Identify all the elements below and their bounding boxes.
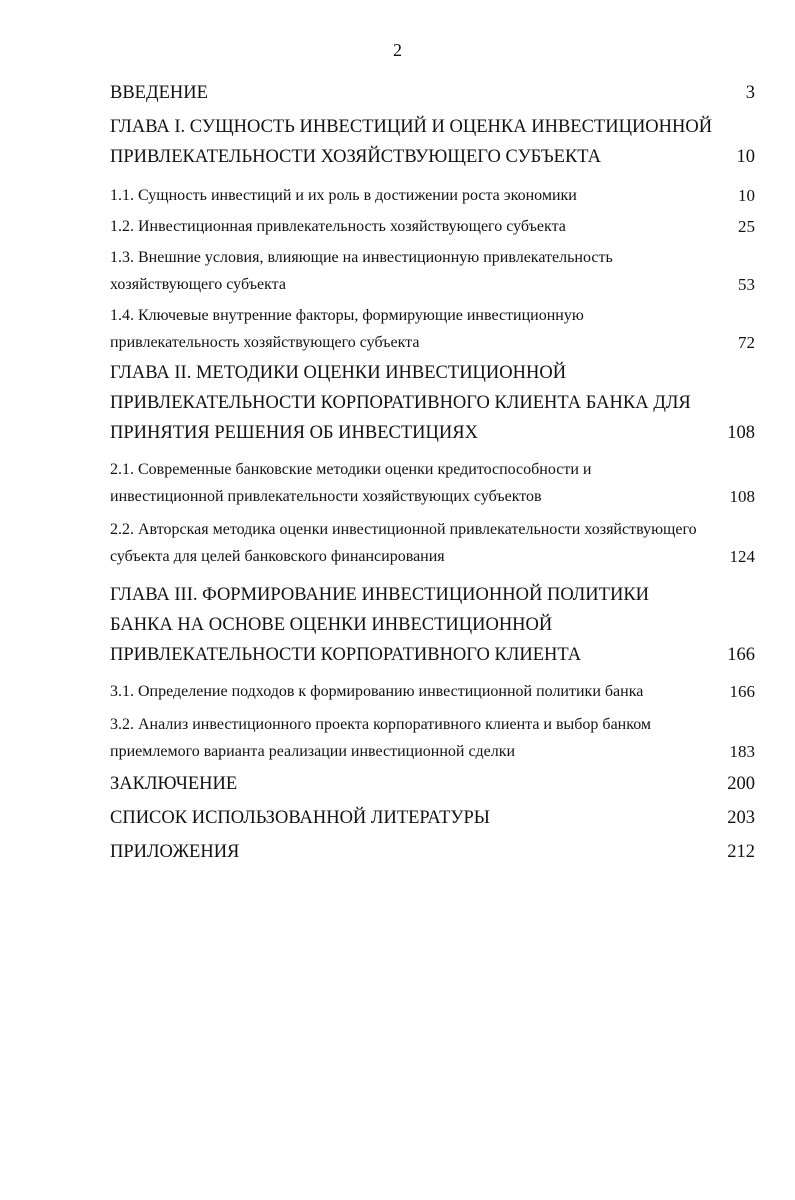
toc-entry-section-2-1[interactable] (110, 456, 755, 510)
toc-entry-page: 10 (738, 186, 755, 205)
toc-entry-section-1-3[interactable] (110, 244, 755, 298)
toc-entry-chapter-3[interactable] (110, 580, 755, 670)
toc-entry-section-1-1[interactable] (110, 182, 755, 209)
toc-entry-page: 212 (727, 842, 755, 862)
toc-entry-page: 183 (729, 742, 755, 761)
toc-entry-title: 1.3. Внешние условия, влияющие на инвестиционную привлекательность хозяйствующего субъекта (110, 249, 613, 293)
table-of-contents (110, 78, 755, 867)
toc-entry-appendices[interactable] (110, 837, 755, 867)
toc-entry-page: 3 (745, 83, 755, 103)
toc-entry-conclusion[interactable] (110, 769, 755, 799)
toc-entry-title: ПРИЛОЖЕНИЯ (110, 842, 240, 862)
toc-entry-title: 2.1. Современные банковские методики оценки кредитоспособности и инвестиционной привлекательности хозяйствующих субъектов (110, 461, 592, 505)
toc-entry-page: 53 (738, 275, 755, 294)
toc-entry-bibliography[interactable] (110, 803, 755, 833)
toc-entry-page: 200 (727, 774, 755, 794)
toc-entry-page: 108 (727, 423, 755, 443)
toc-entry-chapter-2[interactable] (110, 358, 755, 448)
toc-entry-introduction[interactable] (110, 78, 755, 108)
toc-entry-section-3-1[interactable] (110, 678, 755, 705)
toc-entry-title: 3.1. Определение подходов к формированию инвестиционной политики банка (110, 683, 644, 700)
toc-entry-title: ГЛАВА II. МЕТОДИКИ ОЦЕНКИ ИНВЕСТИЦИОННОЙ ПРИВЛЕКАТЕЛЬНОСТИ КОРПОРАТИВНОГО КЛИЕНТА БАНКА ДЛЯ ПРИНЯТИЯ РЕШЕНИЯ ОБ ИНВЕСТИЦИЯХ (110, 363, 691, 443)
toc-entry-title: ЗАКЛЮЧЕНИЕ (110, 774, 238, 794)
toc-entry-title: 1.4. Ключевые внутренние факторы, формирующие инвестиционную привлекательность хозяйствующего субъекта (110, 307, 584, 351)
toc-entry-page: 72 (738, 333, 755, 352)
toc-entry-page: 203 (727, 808, 755, 828)
toc-entry-page: 108 (729, 487, 755, 506)
toc-entry-title: ВВЕДЕНИЕ (110, 83, 208, 103)
toc-entry-page: 10 (736, 147, 755, 167)
toc-entry-title: ГЛАВА I. СУЩНОСТЬ ИНВЕСТИЦИЙ И ОЦЕНКА ИНВЕСТИЦИОННОЙ ПРИВЛЕКАТЕЛЬНОСТИ ХОЗЯЙСТВУЮЩЕГО СУБЪЕКТА (110, 117, 713, 167)
toc-entry-title: 2.2. Авторская методика оценки инвестиционной привлекательности хозяйствующего субъекта для целей банковского финансирования (110, 521, 697, 565)
toc-entry-title: ГЛАВА III. ФОРМИРОВАНИЕ ИНВЕСТИЦИОННОЙ ПОЛИТИКИ БАНКА НА ОСНОВЕ ОЦЕНКИ ИНВЕСТИЦИОННОЙ ПРИВЛЕКАТЕЛЬНОСТИ КОРПОРАТИВНОГО КЛИЕНТА (110, 585, 650, 665)
toc-entry-title: 3.2. Анализ инвестиционного проекта корпоративного клиента и выбор банком приемлемого варианта реализации инвестиционной сделки (110, 716, 652, 760)
toc-entry-page: 124 (729, 547, 755, 566)
toc-entry-title: 1.1. Сущность инвестиций и их роль в достижении роста экономики (110, 187, 577, 204)
toc-entry-section-1-4[interactable] (110, 302, 755, 356)
toc-entry-page: 166 (729, 682, 755, 701)
page-number: 2 (393, 40, 402, 60)
toc-entry-section-2-2[interactable] (110, 516, 755, 570)
toc-entry-page: 25 (738, 217, 755, 236)
toc-entry-section-1-2[interactable] (110, 213, 755, 240)
toc-entry-title: СПИСОК ИСПОЛЬЗОВАННОЙ ЛИТЕРАТУРЫ (110, 808, 490, 828)
toc-entry-section-3-2[interactable] (110, 711, 755, 765)
toc-entry-title: 1.2. Инвестиционная привлекательность хозяйствующего субъекта (110, 218, 566, 235)
toc-entry-page: 166 (727, 645, 755, 665)
toc-entry-chapter-1[interactable] (110, 112, 755, 172)
